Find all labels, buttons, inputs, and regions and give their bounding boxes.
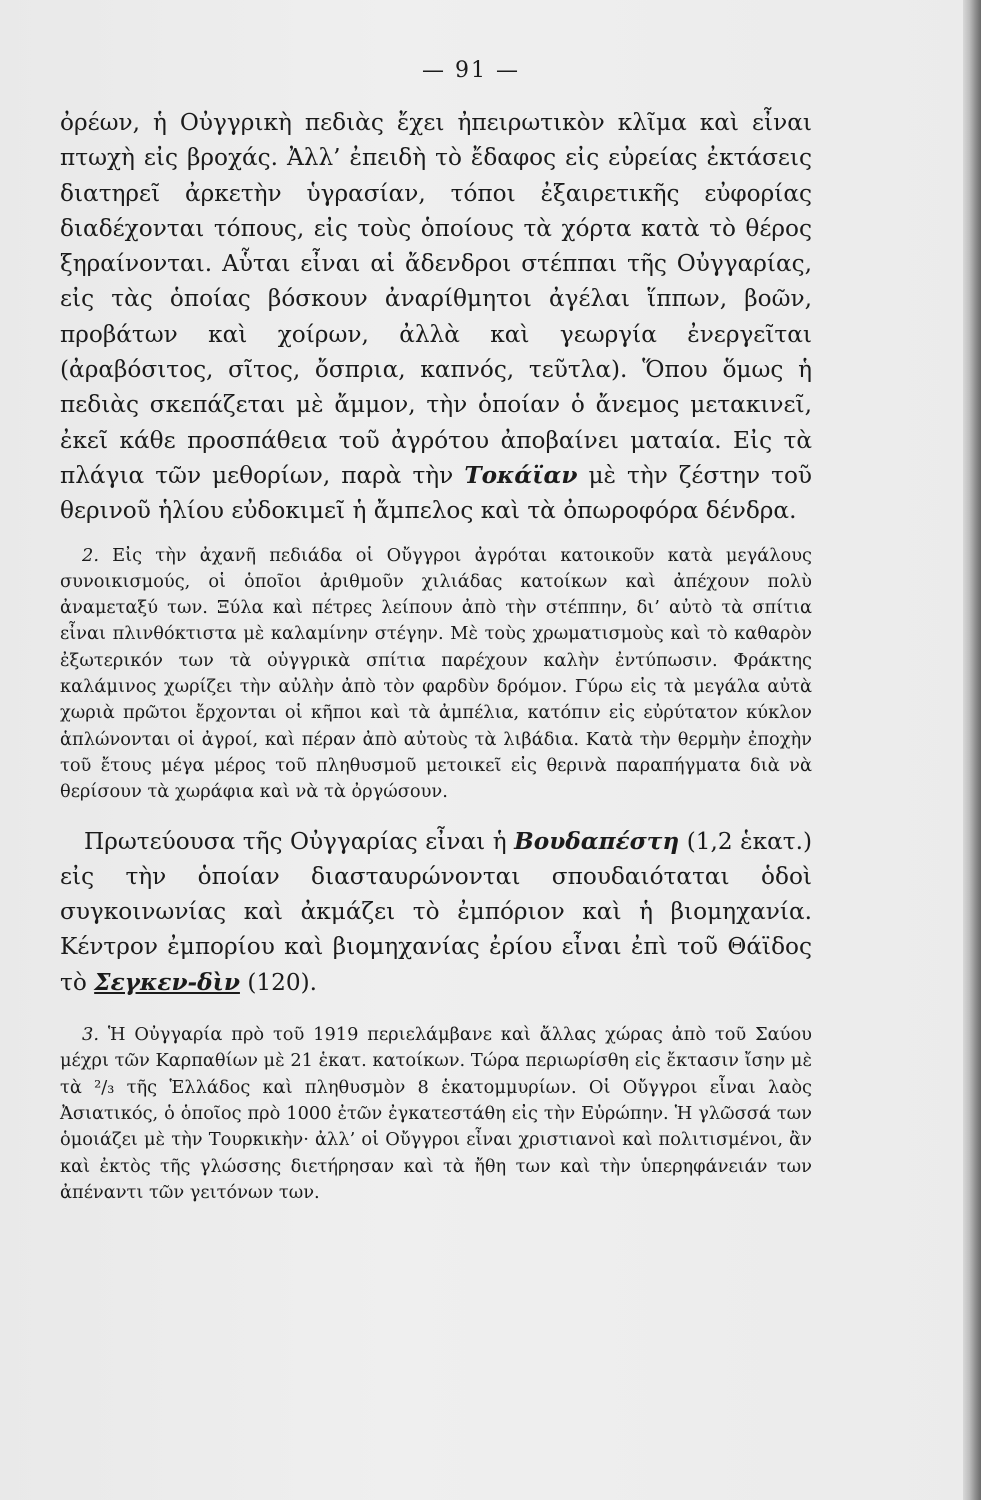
paragraph-4-text-b: τῆς Ἑλλάδος καὶ πληθυσμὸν 8 ἑκατομμυρίων. Οἱ Οὔγγροι εἶναι λαὸς Ἀσιατικός, ὁ ὁποῖος πρὸ 1000 ἐτῶν ἐγκατεστάθη εἰς τὴν Εὐρώπην. Ἡ γλῶσσά των ὁμοιάζει μὲ τὴν Τουρκικὴν· ἀλλ’ οἱ Οὔγγροι εἶναι χριστιανοὶ καὶ πολιτισμένοι, ἂν καὶ ἐκτὸς τῆς γλώσσης διετήρησαν καὶ τὰ ἤθη των καὶ τὴν ὑπερηφάνειάν των ἀπέναντι τῶν γειτόνων των. — [60, 1076, 812, 1203]
paragraph-1-text-b: μὲ τὴν ζέστην τοῦ θερινοῦ ἡλίου εὐδοκιμεῖ ἡ ἄμπελος καὶ τὰ ὀπωροφόρα δένδρα. — [60, 461, 813, 525]
page-number: — 91 — — [422, 58, 520, 83]
place-name-budapest: Βουδαπέστη — [514, 827, 680, 855]
paragraph-hungary-history — [60, 1022, 812, 1206]
paragraph-3-text-b: (1,2 ἑκατ.) εἰς τὴν ὁποίαν διασταυρώνονται σπουδαιόταται ὁδοὶ συγκοινωνίας καὶ ἀκμάζει τὸ ἐμπόριον καὶ ἡ βιομηχανία. Κέντρον ἐμπορίου καὶ βιομηχανίας ἐρίου εἶναι ἐπὶ τοῦ Θάϊδος τὸ — [60, 827, 812, 996]
place-name-tokaj: Τοκάϊαν — [464, 461, 578, 489]
paragraph-2-text: Εἰς τὴν ἀχανῆ πεδιάδα οἱ Οὔγγροι ἀγρόται κατοικοῦν κατὰ μεγάλους συνοικισμούς, οἱ ὁποῖοι ἀριθμοῦν χιλιάδας κατοίκων καὶ ἀπέχουν πολὺ ἀναμεταξύ των. Ξύλα καὶ πέτρες λείπουν ἀπὸ τὴν στέππην, δι’ αὐτὸ τὰ σπίτια εἶναι πλινθόκτιστα μὲ καλαμίνην στέγην. Μὲ τοὺς χρωματισμοὺς καὶ τὸ καθαρὸν ἐξωτερικόν των τὰ οὐγγρικὰ σπίτια παρέχουν καλὴν ἐντύπωσιν. Φράκτης καλάμινος χωρίζει τὴν αὐλὴν ἀπὸ τὸν φαρδὺν δρόμον. Γύρω εἰς τὰ μεγάλα αὐτὰ χωριὰ πρῶτοι ἔρχονται οἱ κῆποι καὶ τὰ ἀμπέλια, κατόπιν εἰς εὐρύτατον κύκλον ἁπλώνονται οἱ ἀγροί, καὶ πέραν ἀπὸ αὐτοὺς τὰ λιβάδια. Κατὰ τὴν θερμὴν ἐποχὴν τοῦ ἔτους μέγα μέρος τοῦ πληθυσμοῦ μετοικεῖ εἰς θερινὰ παραπήγματα διὰ νὰ θερίσουν τὰ χωράφια καὶ νὰ τὰ ὀργώσουν. — [60, 544, 812, 803]
paragraph-capital — [60, 824, 812, 1000]
section-number-3: 3. — [82, 1024, 99, 1046]
paragraph-hungarian-plain — [60, 105, 812, 529]
paragraph-3-text-a: Πρωτεύουσα τῆς Οὐγγαρίας εἶναι ἡ — [84, 827, 507, 855]
paragraph-settlements — [60, 543, 812, 806]
book-binding-edge — [963, 0, 981, 1500]
page-content — [60, 58, 812, 1206]
paragraph-3-text-c: (120). — [247, 968, 318, 996]
fraction-two-thirds: ²/₃ — [94, 1076, 115, 1098]
paragraph-1-text-a: ὀρέων, ἡ Οὐγγρικὴ πεδιὰς ἔχει ἠπειρωτικὸν κλῖμα καὶ εἶναι πτωχὴ εἰς βροχάς. Ἀλλ’ ἐπειδὴ τὸ ἔδαφος εἰς εὐρείας ἐκτάσεις διατηρεῖ ἀρκετὴν ὑγρασίαν, τόποι ἐξαιρετικῆς εὐφορίας διαδέχονται τόπους, εἰς τοὺς ὁποίους τὰ χόρτα κατὰ τὸ θέρος ξηραίνονται. Αὗται εἶναι αἱ ἄδενδροι στέππαι τῆς Οὐγγαρίας, εἰς τὰς ὁποίας βόσκουν ἀναρίθμητοι ἀγέλαι ἵππων, βοῶν, προβάτων καὶ χοίρων, ἀλλὰ καὶ γεωργία ἐνεργεῖται (ἀραβόσιτος, σῖτος, ὄσπρια, καπνός, τεῦτλα). Ὅπου ὅμως ἡ πεδιὰς σκεπάζεται μὲ ἄμμον, τὴν ὁποίαν ὁ ἄνεμος μετακινεῖ, ἐκεῖ κάθε προσπάθεια τοῦ ἀγρότου ἀποβαίνει ματαία. Εἰς τὰ πλάγια τῶν μεθορίων, παρὰ τὴν — [60, 109, 812, 489]
paragraph-4-text-a: Ἡ Οὐγγαρία πρὸ τοῦ 1919 περιελάμβανε καὶ ἄλλας χώρας ἀπὸ τοῦ Σαύου μέχρι τῶν Καρπαθίων μὲ 21 ἑκατ. κατοίκων. Τώρα περιωρίσθη εἰς ἔκτασιν ἴσην μὲ τὰ — [60, 1024, 812, 1098]
place-name-szeged: Σεγκεν-δὶν — [94, 968, 240, 996]
section-number-2: 2. — [82, 544, 99, 566]
